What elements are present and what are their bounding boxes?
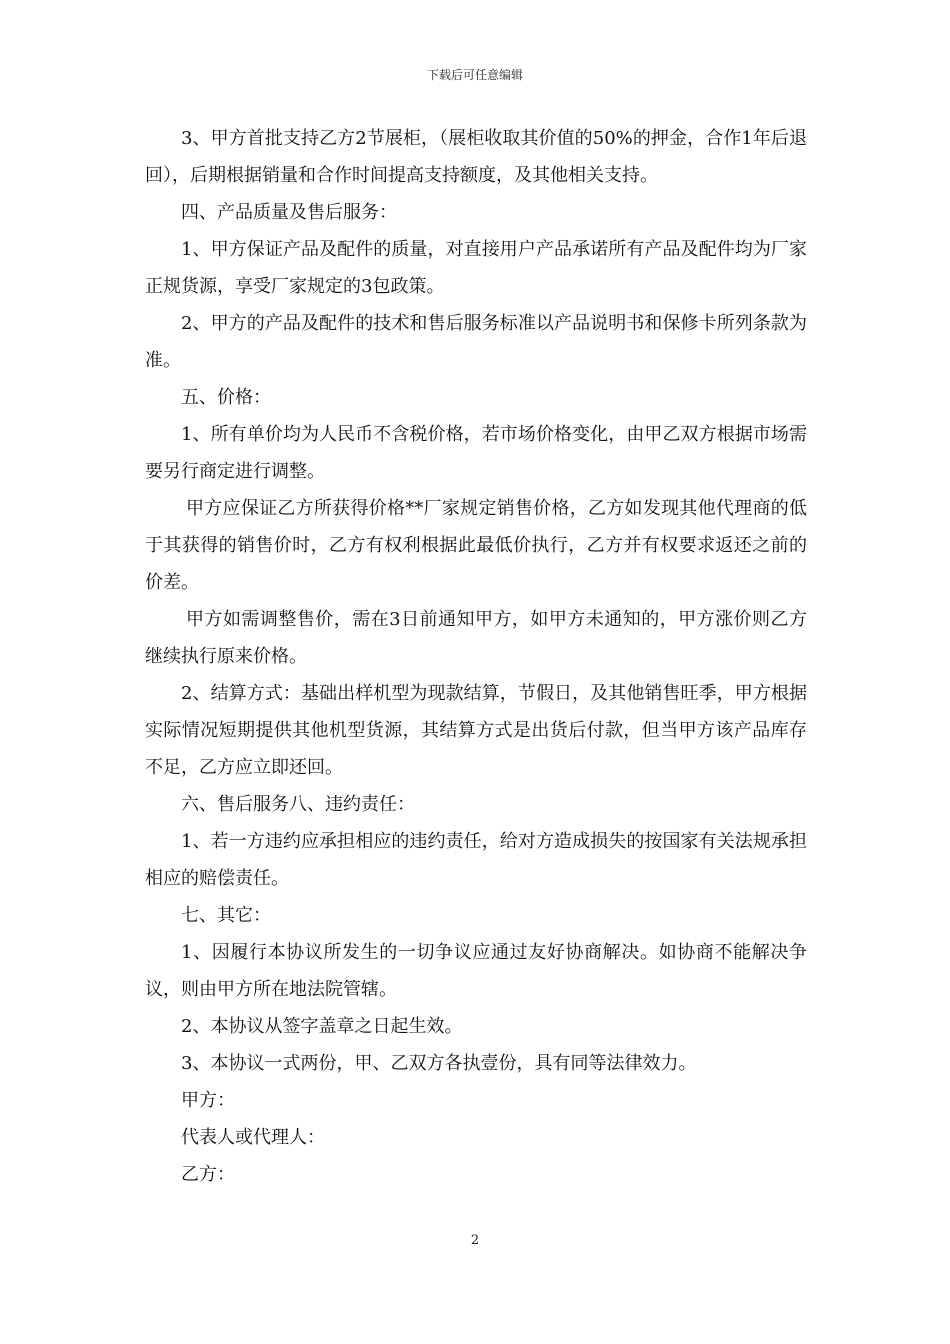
page-header: 下载后可任意编辑 [426, 68, 523, 82]
paragraph-price-guarantee: 甲方应保证乙方所获得价格**厂家规定销售价格，乙方如发现其他代理商的低于其获得的销售价时，乙方有权利根据此最低价执行，乙方并有权要求返还之前的价差。 [145, 498, 807, 593]
paragraph-display-cabinet-support: 3、甲方首批支持乙方2节展柜，（展柜收取其价值的50%的押金，合作1年后退回），后期根据销量和合作时间提高支持额度，及其他相关支持。 [145, 128, 807, 186]
paragraph-price-adjustment: 甲方如需调整售价，需在3日前通知甲方，如甲方未通知的，甲方涨价则乙方继续执行原来价格。 [145, 609, 807, 667]
paragraph-unit-price: 1、所有单价均为人民币不含税价格，若市场价格变化，由甲乙双方根据市场需要另行商定进行调整。 [145, 424, 807, 482]
signature-representative: 代表人或代理人： [181, 1127, 325, 1148]
paragraph-copies: 3、本协议一式两份，甲、乙双方各执壹份，具有同等法律效力。 [181, 1053, 697, 1074]
paragraph-quality-guarantee: 1、甲方保证产品及配件的质量，对直接用户产品承诺所有产品及配件均为厂家正规货源，享受厂家规定的3包政策。 [145, 239, 807, 297]
paragraph-service-standard: 2、甲方的产品及配件的技术和售后服务标准以产品说明书和保修卡所列条款为准。 [145, 313, 807, 371]
paragraph-breach: 1、若一方违约应承担相应的违约责任，给对方造成损失的按国家有关法规承担相应的赔偿责任。 [145, 831, 807, 889]
section-heading-price: 五、价格： [181, 387, 271, 408]
paragraph-effective: 2、本协议从签字盖章之日起生效。 [181, 1016, 463, 1037]
signature-party-b: 乙方： [181, 1164, 235, 1185]
section-heading-other: 七、其它： [181, 905, 271, 926]
paragraph-dispute: 1、因履行本协议所发生的一切争议应通过友好协商解决。如协商不能解决争议，则由甲方所在地法院管辖。 [145, 942, 807, 1000]
section-heading-liability: 六、售后服务八、违约责任： [181, 794, 415, 815]
document-body [145, 120, 807, 1193]
section-heading-quality-service: 四、产品质量及售后服务： [181, 202, 397, 223]
page-number: 2 [470, 1233, 480, 1248]
paragraph-settlement: 2、结算方式：基础出样机型为现款结算，节假日，及其他销售旺季，甲方根据实际情况短期提供其他机型货源，其结算方式是出货后付款，但当甲方该产品库存不足，乙方应立即还回。 [145, 683, 807, 778]
signature-party-a: 甲方： [181, 1090, 235, 1111]
